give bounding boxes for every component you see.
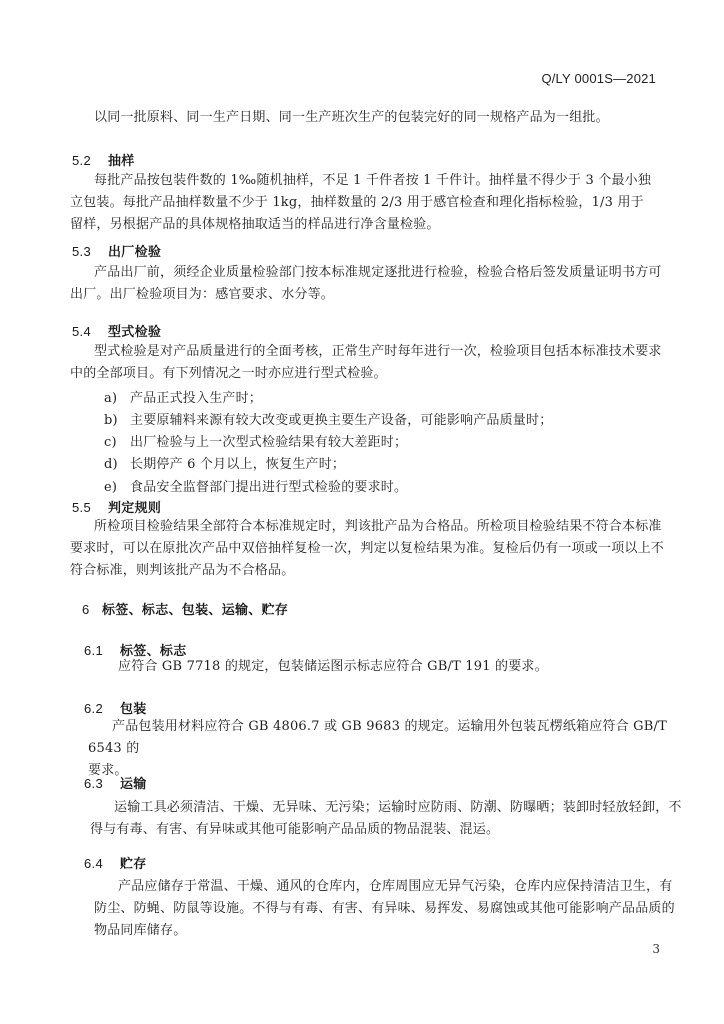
- section-5-3-heading: [72, 241, 161, 260]
- list-item: [104, 410, 552, 432]
- paragraph-line: 所检项目检验结果全部符合本标准规定时，判该批产品为合格品。所检项目检验结果不符合本标准: [94, 519, 662, 534]
- section-title: 出厂检验: [108, 245, 162, 260]
- section-6-2-paragraph: [88, 716, 688, 782]
- list-marker: d): [104, 457, 118, 472]
- list-text: 主要原辅料来源有较大改变或更换主要生产设备，可能影响产品质量时；: [130, 413, 553, 428]
- section-number: 6.2: [84, 701, 103, 716]
- section-5-2-paragraph: [70, 170, 670, 236]
- section-6-3-paragraph: [90, 797, 690, 841]
- paragraph-line: 产品应储存于常温、干燥、通风的仓库内，仓库周围应无异气污染，仓库内应保持清洁卫生，有: [118, 879, 673, 894]
- list-marker: a): [104, 391, 118, 406]
- section-5-5-paragraph: [70, 516, 670, 582]
- chapter-title: 标签、标志、包装、运输、贮存: [102, 603, 289, 618]
- paragraph-line: 物品同库储存。: [94, 923, 187, 938]
- paragraph-line: 要求。: [88, 763, 128, 778]
- section-5-5-heading: [72, 497, 161, 516]
- paragraph-line: 防尘、防蝇、防鼠等设施。不得与有毒、有害、有异味、易挥发、易腐蚀或其他可能影响产品品质的: [94, 901, 675, 916]
- section-6-2-heading: [84, 698, 147, 717]
- section-number: 6.3: [84, 776, 103, 791]
- section-6-4-paragraph: [94, 876, 684, 942]
- section-number: 5.3: [72, 244, 91, 259]
- section-5-4-heading: [72, 321, 161, 340]
- section-6-3-heading: [84, 773, 147, 792]
- section-title: 包装: [120, 702, 147, 717]
- list-marker: e): [104, 480, 118, 495]
- section-number: 6.4: [84, 856, 103, 871]
- section-number: 5.2: [72, 153, 91, 168]
- chapter-number: 6: [82, 602, 90, 617]
- paragraph-line: 出厂。出厂检验项目为：感官要求、水分等。: [70, 287, 335, 302]
- section-title: 运输: [120, 777, 147, 792]
- list-item: [104, 388, 262, 410]
- paragraph-line: 应符合 GB 7718 的规定，包装储运图示标志应符合 GB/T 191 的要求。: [118, 659, 548, 674]
- section-number: 6.1: [84, 643, 103, 658]
- paragraph-line: 产品出厂前，须经企业质量检验部门按本标准规定逐批进行检验，检验合格后签发质量证明书方可: [94, 265, 662, 280]
- intro-paragraph: [70, 107, 670, 129]
- paragraph-line: 型式检验是对产品质量进行的全面考核，正常生产时每年进行一次，检验项目包括本标准技术要求: [94, 344, 662, 359]
- list-text: 食品安全监督部门提出进行型式检验的要求时。: [130, 480, 408, 495]
- list-text: 产品正式投入生产时；: [130, 391, 263, 406]
- paragraph-line: 立包装。每批产品抽样数量不少于 1kg，抽样数量的 2/3 用于感官检查和理化指标检验，1/3 用于: [70, 195, 644, 210]
- list-item: [104, 454, 345, 476]
- list-text: 出厂检验与上一次型式检验结果有较大差距时；: [130, 435, 408, 450]
- list-item: [104, 477, 407, 499]
- section-5-2-heading: [72, 150, 135, 169]
- chapter-6-heading: [82, 599, 288, 618]
- section-6-1-paragraph: [94, 656, 684, 678]
- list-item: [104, 432, 407, 454]
- paragraph-line: 得与有毒、有害、有异味或其他可能影响产品品质的物品混装、混运。: [90, 822, 500, 837]
- list-marker: c): [104, 435, 117, 450]
- paragraph-line: 要求时，可以在原批次产品中双倍抽样复检一次，判定以复检结果为准。复检后仍有一项或一项以上不: [70, 541, 665, 556]
- paragraph-line: 留样，另根据产品的具体规格抽取适当的样品进行净含量检验。: [70, 217, 440, 232]
- list-marker: b): [104, 413, 118, 428]
- paragraph-line: 每批产品按包装件数的 1‰随机抽样，不足 1 千件者按 1 千件计。抽样量不得少于 3 个最小独: [94, 173, 652, 188]
- section-6-4-heading: [84, 853, 147, 872]
- intro-line-1: 以同一批原料、同一生产日期、同一生产班次生产的包装完好的同一规格产品为一组批。: [94, 110, 609, 125]
- list-text: 长期停产 6 个月以上，恢复生产时；: [130, 457, 346, 472]
- section-title: 抽样: [108, 154, 135, 169]
- section-number: 5.4: [72, 324, 91, 339]
- paragraph-line: 中的全部项目。有下列情况之一时亦应进行型式检验。: [70, 366, 387, 381]
- section-5-4-paragraph: [70, 341, 670, 385]
- section-5-3-paragraph: [70, 262, 670, 306]
- section-title: 贮存: [120, 857, 147, 872]
- paragraph-line: 运输工具必须清洁、干燥、无异味、无污染；运输时应防雨、防潮、防曝晒；装卸时轻放轻卸，不: [114, 800, 682, 815]
- section-title: 型式检验: [108, 325, 162, 340]
- paragraph-line: 符合标准，则判该批产品为不合格品。: [70, 563, 295, 578]
- section-number: 5.5: [72, 500, 91, 515]
- section-title: 标签、标志: [120, 644, 187, 659]
- standard-code: Q/LY 0001S—2021: [541, 71, 656, 86]
- paragraph-line: 产品包装用材料应符合 GB 4806.7 或 GB 9683 的规定。运输用外包装瓦楞纸箱应符合 GB/T 6543 的: [88, 719, 667, 756]
- section-title: 判定规则: [108, 501, 162, 516]
- page-number: 3: [652, 942, 660, 956]
